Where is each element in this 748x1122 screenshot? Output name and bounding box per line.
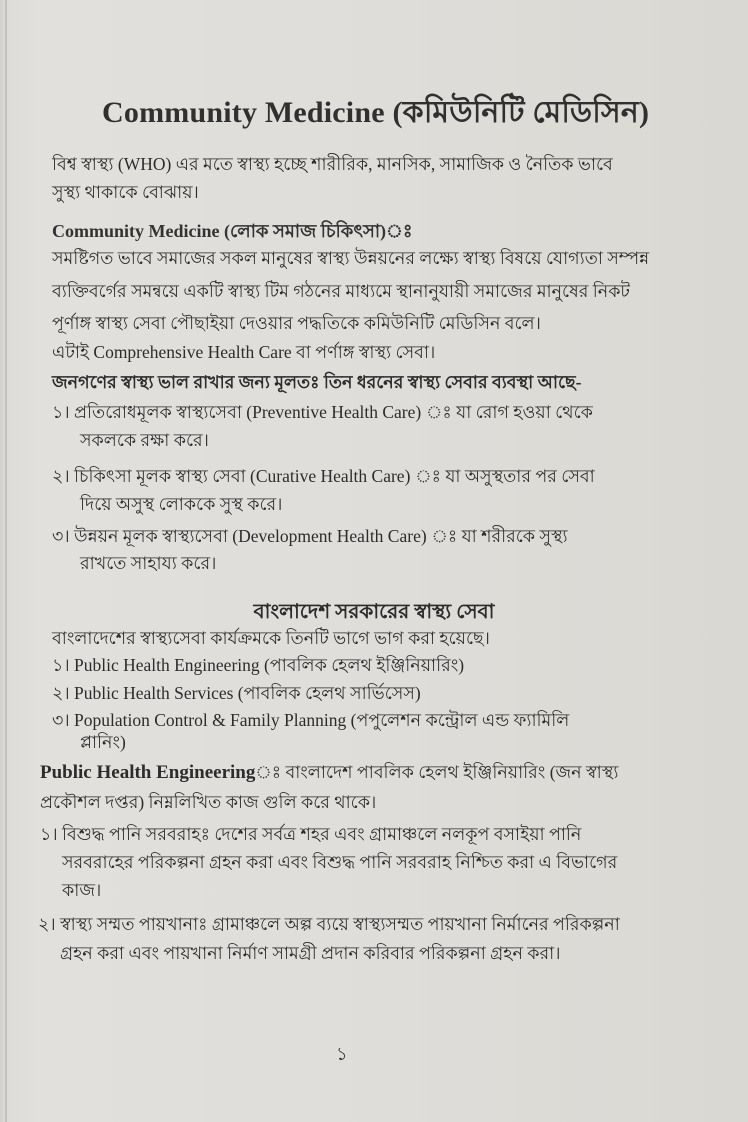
preventive-care-line-1: ১। প্রতিরোধমূলক স্বাস্থ্যসেবা (Preventive Health Care) ঃ যা রোগ হওয়া থেকে — [52, 402, 593, 422]
community-medicine-heading: Community Medicine (লোক সমাজ চিকিৎসা)ঃ — [52, 221, 413, 241]
page-edge — [5, 0, 7, 1122]
definition-line-1: সমষ্টিগত ভাবে সমাজের সকল মানুষের স্বাস্থ্য উন্নয়নের লক্ষ্যে স্বাস্থ্য বিষয়ে যোগ্যতা সম্পন্ন — [52, 248, 650, 268]
phe-heading: Public Health Engineering — [40, 762, 256, 783]
bangladesh-govt-health-heading: বাংলাদেশ সরকারের স্বাস্থ্য সেবা — [253, 601, 495, 623]
sanitary-latrine-line-2: গ্রহন করা এবং পায়খানা নির্মাণ সামগ্রী প্রদান করিবার পরিকল্পনা গ্রহন করা। — [60, 943, 561, 963]
definition-line-3: পূর্ণাঙ্গ স্বাস্থ্য সেবা পৌছাইয়া দেওয়ার পদ্ধতিকে কমিউনিটি মেডিসিন বলে। — [52, 313, 541, 333]
govt-health-intro: বাংলাদেশের স্বাস্থ্যসেবা কার্যক্রমকে তিনটি ভাগে ভাগ করা হয়েছে। — [52, 628, 490, 648]
water-supply-line-3: কাজ। — [62, 880, 102, 900]
govt-item-2: ২। Public Health Services (পাবলিক হেলথ সার্ভিসেস) — [52, 683, 421, 703]
phe-heading-rest: ঃ বাংলাদেশ পাবলিক হেলথ ইঞ্জিনিয়ারিং (জন স্বাস্থ্য — [255, 762, 619, 782]
govt-item-1: ১। Public Health Engineering (পাবলিক হেলথ ইঞ্জিনিয়ারিং) — [52, 655, 465, 675]
govt-item-3: ৩। Population Control & Family Planning (পপুলেশন কন্ট্রোল এন্ড ফ্যামিলি — [52, 710, 570, 730]
phe-heading-line — [40, 760, 618, 789]
definition-line-2: ব্যক্তিবর্গের সমন্বয়ে একটি স্বাস্থ্য টিম গঠনের মাধ্যমে স্থানানুযায়ী সমাজের মানুষের নিকট — [52, 281, 630, 301]
water-supply-line-1: ১। বিশুদ্ধ পানি সরবরাহঃ দেশের সর্বত্র শহর এবং গ্রামাঞ্চলে নলকূপ বসাইয়া পানি — [40, 824, 582, 844]
comprehensive-care-line: এটাই Comprehensive Health Care বা পর্ণাঙ্গ স্বাস্থ্য সেবা। — [52, 342, 436, 362]
curative-care-line-2: দিয়ে অসুস্থ লোককে সুস্থ করে। — [80, 494, 283, 514]
phe-line-2: প্রকৌশল দপ্তর) নিম্নলিখিত কাজ গুলি করে থাকে। — [40, 792, 377, 812]
water-supply-line-2: সরবরাহের পরিকল্পনা গ্রহন করা এবং বিশুদ্ধ পানি সরবরাহ নিশ্চিত করা এ বিভাগের — [62, 852, 618, 872]
sanitary-latrine-line-1: ২। স্বাস্থ্য সম্মত পায়খানাঃ গ্রামাঞ্চলে অল্প ব্যয়ে স্বাস্থ্যসম্মত পায়খানা নির্মানের পরিকল্পনা — [38, 914, 620, 934]
development-care-line-2: রাখতে সাহায্য করে। — [80, 553, 217, 573]
govt-item-3-cont: প্লানিং) — [80, 732, 126, 752]
intro-line-1: বিশ্ব স্বাস্থ্য (WHO) এর মতে স্বাস্থ্য হচ্ছে শারীরিক, মানসিক, সামাজিক ও নৈতিক ভাবে — [52, 154, 613, 174]
curative-care-line-1: ২। চিকিৎসা মূলক স্বাস্থ্য সেবা (Curative Health Care) ঃ যা অসুস্থতার পর সেবা — [52, 466, 595, 486]
page-title: Community Medicine (কমিউনিটি মেডিসিন) — [102, 96, 650, 129]
intro-line-2: সুস্থ্য থাকাকে বোঝায়। — [52, 182, 199, 202]
preventive-care-line-2: সকলকে রক্ষা করে। — [80, 430, 209, 450]
page-number: ১ — [336, 1044, 348, 1064]
development-care-line-1: ৩। উন্নয়ন মূলক স্বাস্থ্যসেবা (Development Health Care) ঃ যা শরীরকে সুস্থ্য — [52, 526, 568, 546]
three-types-intro: জনগণের স্বাস্থ্য ভাল রাখার জন্য মূলতঃ তিন ধরনের স্বাস্থ্য সেবার ব্যবস্থা আছে- — [52, 372, 582, 392]
